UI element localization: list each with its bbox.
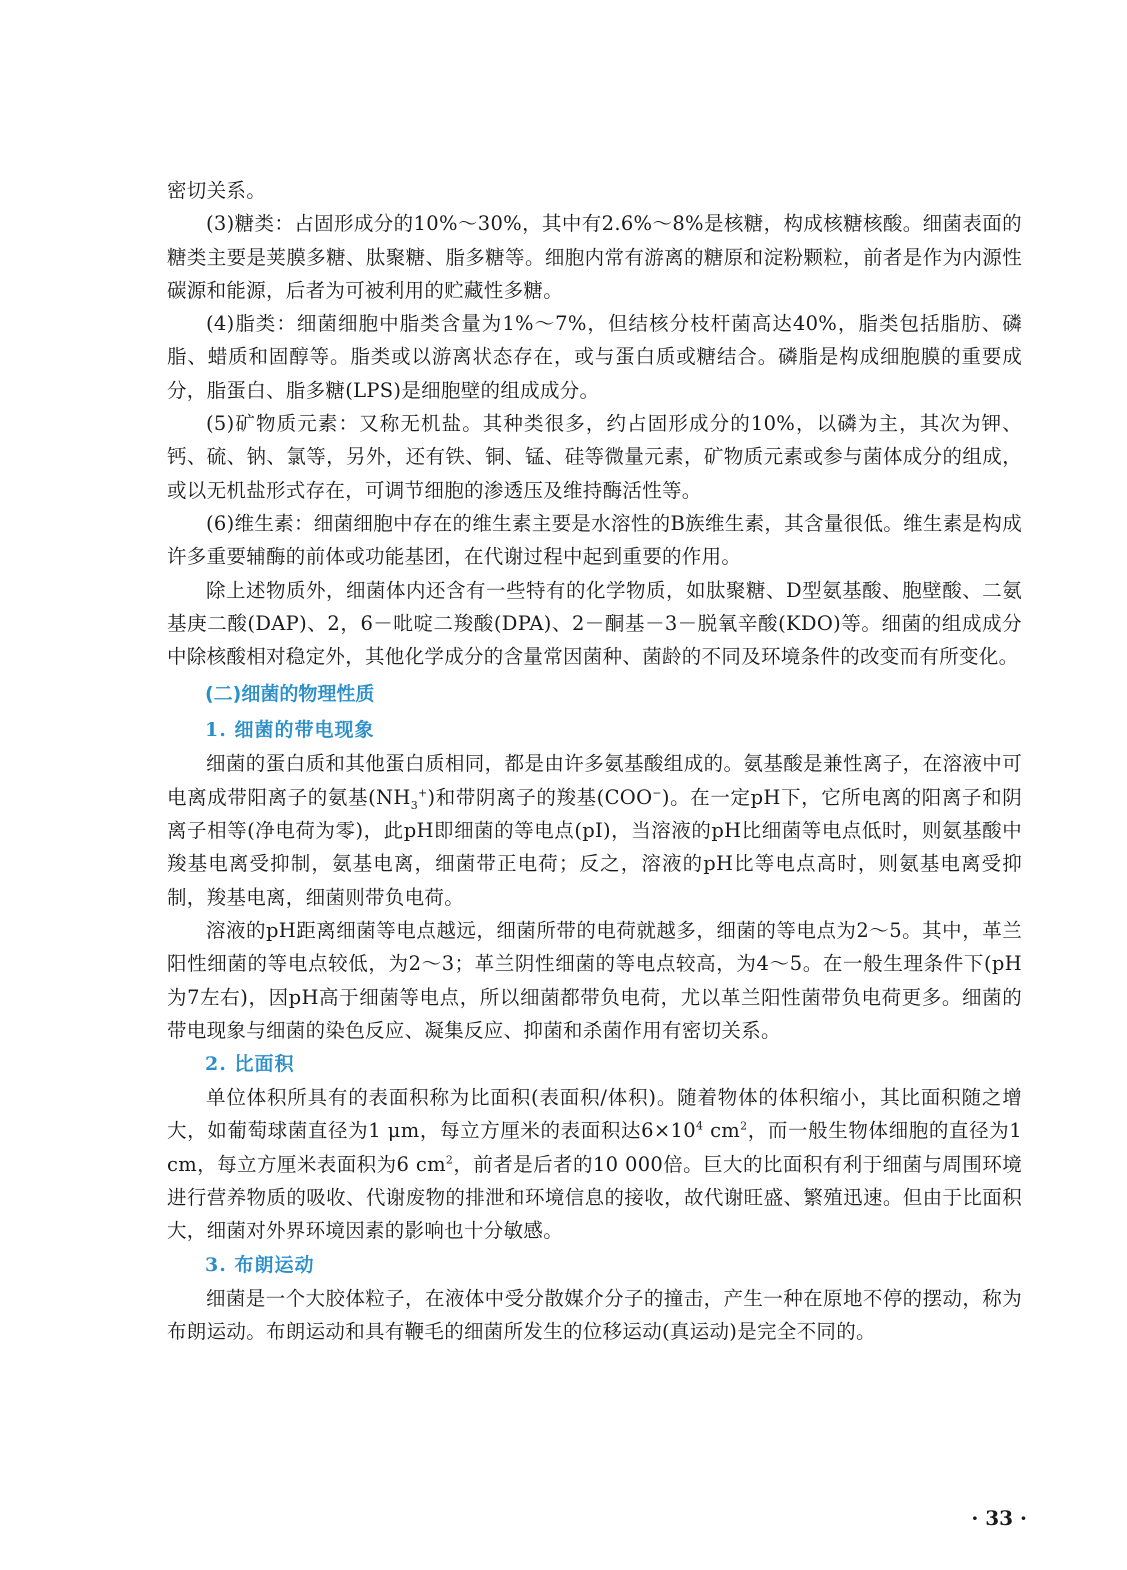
paragraph-special-compounds: 除上述物质外，细菌体内还含有一些特有的化学物质，如肽聚糖、D型氨基酸、胞壁酸、二氨基庚二酸(DAP)、2，6－吡啶二羧酸(DPA)、2－酮基－3－脱氧辛酸(KDO)等。细菌的组成成分中除核酸相对稳定外，其他化学成分的含量常因菌种、菌龄的不同及环境条件的改变而有所变化。 (167, 578, 1022, 669)
page-body (167, 174, 1022, 1348)
text-run: )。在一定pH下，它所电离的阳离子和阴离子相等(净电荷为零)，此pH即细菌的等电点(pI)，当溶液的pH比细菌等电点低时，则氨基酸中羧基电离受抑制，氨基电离，细菌带正电荷；反之，溶液的pH比等电点高时，则氨基电离受抑制，羧基电离，细菌则带负电荷。 (167, 785, 1023, 909)
paragraph-vitamins: (6)维生素：细菌细胞中存在的维生素主要是水溶性的B族维生素，其含量很低。维生素是构成许多重要辅酶的前体或功能基团，在代谢过程中起到重要的作用。 (167, 511, 1022, 569)
paragraph-brownian-motion: 细菌是一个大胶体粒子，在液体中受分散媒介分子的撞击，产生一种在原地不停的摆动，称为布朗运动。布朗运动和具有鞭毛的细菌所发生的位移运动(真运动)是完全不同的。 (167, 1286, 1022, 1343)
text-run: 细菌的蛋白质和其他蛋白质相同，都是由许多氨基酸组成的。氨基酸是兼性离子，在溶液中可电离成带阳离子的氨基(NH (167, 752, 1022, 809)
sub-heading-specific-surface: 2. 比面积 (205, 1053, 295, 1076)
superscript: 2 (740, 1119, 748, 1133)
paragraph-isoelectric-point: 溶液的pH距离细菌等电点越远，细菌所带的电荷就越多，细菌的等电点为2～5。其中，革兰阳性细菌的等电点较低，为2～3；革兰阴性细菌的等电点较高，为4～5。在一般生理条件下(pH为7左右)，因pH高于细菌等电点，所以细菌都带负电荷，尤以革兰阳性菌带负电荷更多。细菌的带电现象与细菌的染色反应、凝集反应、抑菌和杀菌作用有密切关系。 (167, 918, 1022, 1042)
paragraph-carbohydrates: (3)糖类：占固形成分的10%～30%，其中有2.6%～8%是核糖，构成核糖核酸。细菌表面的糖类主要是荚膜多糖、肽聚糖、脂多糖等。细胞内常有游离的糖原和淀粉颗粒，前者是作为内源性碳源和能源，后者为可被利用的贮藏性多糖。 (167, 212, 1022, 302)
paragraph-continuation: 密切关系。 (167, 179, 267, 202)
superscript: 4 (695, 1119, 704, 1133)
paragraph-specific-surface (167, 1081, 1022, 1247)
superscript: + (418, 786, 428, 800)
text-run: cm (703, 1119, 741, 1143)
superscript: − (652, 786, 662, 800)
text-run: ，前者是后者的10 000倍。巨大的比面积有利于细菌与周围环境进行营养物质的吸收、代谢废物的排泄和环境信息的接收，故代谢旺盛、繁殖迅速。但由于比面积大，细菌对外界环境因素的影响也十分敏感。 (167, 1152, 1023, 1243)
text-run: )和带阴离子的羧基(COO (427, 785, 653, 809)
paragraph-lipids: (4)脂类：细菌细胞中脂类含量为1%～7%，但结核分枝杆菌高达40%，脂类包括脂肪、磷脂、蜡质和固醇等。脂类或以游离状态存在，或与蛋白质或糖结合。磷脂是构成细胞膜的重要成分，脂蛋白、脂多糖(LPS)是细胞壁的组成成分。 (167, 312, 1022, 402)
sub-heading-charge: 1. 细菌的带电现象 (205, 719, 375, 742)
section-heading-physical-properties: (二)细菌的物理性质 (205, 683, 375, 706)
paragraph-minerals: (5)矿物质元素：又称无机盐。其种类很多，约占固形成分的10%，以磷为主，其次为钾、钙、硫、钠、氯等，另外，还有铁、铜、锰、硅等微量元素，矿物质元素或参与菌体成分的组成，或以无机盐形式存在，可调节细胞的渗透压及维持酶活性等。 (167, 412, 1022, 502)
sub-heading-brownian: 3. 布朗运动 (205, 1253, 315, 1276)
page-number: · 33 · (971, 1506, 1027, 1530)
superscript: 2 (445, 1153, 454, 1167)
text-run: 单位体积所具有的表面积称为比面积(表面积/体积)。随着物体的体积缩小，其比面积随之增大，如葡萄球菌直径为1 μm，每立方厘米的表面积达6×10 (167, 1086, 1022, 1143)
text-run: ，而一般生物体细胞的直径为1 cm，每立方厘米表面积为6 cm (167, 1119, 1023, 1176)
subscript: 3 (410, 798, 419, 812)
paragraph-charge (167, 747, 1022, 913)
